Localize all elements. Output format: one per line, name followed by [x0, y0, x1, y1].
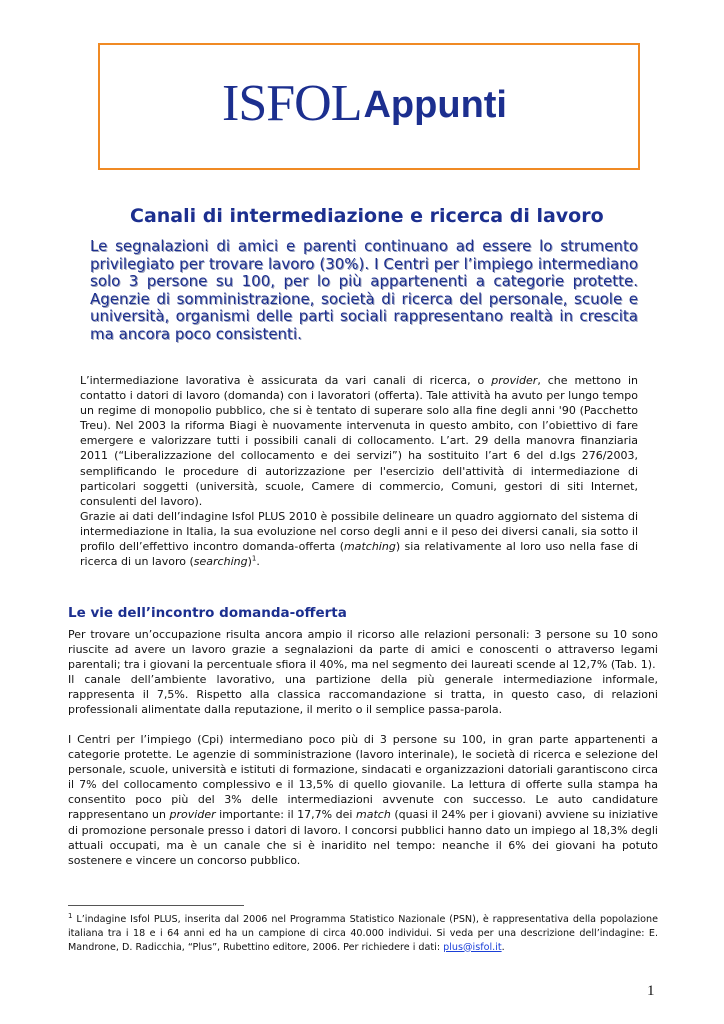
section-text-b1: I Centri per l’impiego (Cpi) intermediano poco più di 3 persone su 100, in gran parte appartenenti a categorie protette. Le agenzie di somministrazione (lavoro interinale), le società di ricerca e selezione del personale, scuole, università e istituti di formazione, sindacati e organizzazioni datoriali garantiscono circa il 7% del collocamento complessivo e il 13,5% di quello giovanile. La lettura di offerte sulla stampa ha consentito poco più del 3% delle intermediazioni avvenute con successo. Le auto candidature rappresentano un — [68, 733, 658, 822]
logo-isfol-text: ISFOL — [222, 75, 362, 132]
footnote-text: L’indagine Isfol PLUS, inserita dal 2006 nel Programma Statistico Nazionale (PSN), è rappresentativa della popolazione italiana tra i 18 e i 64 anni ed ha un campione di circa 40.000 individui. Si veda per una descrizione dell’indagine: E. Mandrone, D. Radicchia, “Plus”, Rubettino editore, 2006. Per richiedere i dati: — [68, 914, 658, 953]
section-italic-match: match — [356, 808, 391, 822]
page-title: Canali di intermediazione e ricerca di lavoro — [130, 205, 604, 227]
section-text-a2: Il canale dell’ambiente lavorativo, una partizione della più generale intermediazione informale, rappresenta il 7,5%. Rispetto alla classica raccomandazione si tratta, in questo caso, di relazioni professionali alimentate dalla reputazione, il merito o il semplice passa-parola. — [68, 673, 658, 717]
footnote-end: . — [501, 941, 505, 953]
lead-paragraph: Le segnalazioni di amici e parenti continuano ad essere lo strumento privilegiato per trovare lavoro (30%). I Centri per l’impiego intermediano solo 3 persone su 100, per lo più appartenenti a categorie protette. Agenzie di somministrazione, società di ricerca del personale, scuole e università, organismi delle parti sociali rappresentano realtà in crescita ma ancora poco consistenti. — [90, 237, 638, 343]
section-text-a1: Per trovare un’occupazione risulta ancora ampio il ricorso alle relazioni personali: 3 persone su 10 sono riuscite ad avere un lavoro grazie a segnalazioni da parte di amici e conoscenti o attraverso legami parentali; tra i giovani la percentuale sfiora il 40%, ma nel segmento dei laureati scende al 12,7% (Tab. 1). — [68, 628, 658, 672]
footnote-email-link[interactable]: plus@isfol.it — [443, 941, 502, 953]
page-number: 1 — [647, 983, 655, 999]
footnote-divider — [68, 905, 244, 906]
intro-paragraph — [80, 373, 638, 569]
isfol-appunti-logo — [222, 70, 507, 130]
intro-text-1b: , che mettono in contatto i datori di lavoro (domanda) con i lavoratori (offerta). Tale attività ha avuto per lungo tempo un regime di monopolio pubblico, che si è tentato di superare solo alla fine degli anni '90 (Pacchetto Treu). Nel 2003 la riforma Biagi è nuovamente intervenuta in questo ambito, con l’obiettivo di fare emergere e valorizzare tutti i possibili canali di collocamento. L’art. 29 della manovra finanziaria 2011 (“Liberalizzazione del collocamento e dei servizi”) ha sostituito l’art 6 del d.lgs 276/2003, semplificando le procedure di autorizzazione per l'esercizio dell'attività di intermediazione di particolari soggetti (università, scuole, Camere di commercio, Comuni, gestori di siti Internet, consulenti del lavoro). — [80, 374, 638, 508]
intro-text-2c: ) — [247, 555, 252, 569]
section-paragraph-a — [68, 627, 658, 718]
section-text-b3: (quasi il 24% per i giovani) avviene su iniziative di promozione personale presso i datori di lavoro. I concorsi pubblici hanno dato un impiego al 18,3% degli attuali occupati, ma è un canale che si è inaridito nel tempo: neanche il 6% dei giovani ha potuto sostenere e vincere un concorso pubblico. — [68, 808, 658, 867]
intro-text-2d: . — [256, 555, 260, 569]
section-heading: Le vie dell’incontro domanda-offerta — [68, 605, 347, 621]
footnote — [68, 913, 658, 954]
intro-italic-searching: searching — [193, 555, 248, 569]
intro-italic-matching: matching — [344, 540, 396, 554]
section-text-b2: importante: il 17,7% dei — [215, 808, 356, 822]
footnote-number: 1 — [68, 911, 73, 920]
logo-appunti-text: Appunti — [363, 84, 507, 126]
section-paragraph-b — [68, 732, 658, 868]
intro-text-1a: L’intermediazione lavorativa è assicurata da vari canali di ricerca, o — [80, 374, 492, 387]
footnote-reference[interactable]: 1 — [251, 554, 257, 563]
intro-text-2b: ) sia relativamente al loro uso nella fase di ricerca di un lavoro ( — [80, 540, 639, 569]
intro-text-2a: Grazie ai dati dell’indagine Isfol PLUS 2010 è possibile delineare un quadro aggiornato del sistema di intermediazione in Italia, la sua evoluzione nel corso degli anni e il peso dei diversi canali, sia sotto il profilo dell’effettivo incontro domanda-offerta ( — [80, 509, 638, 554]
intro-italic-provider: provider — [491, 374, 538, 387]
section-italic-provider: provider — [169, 808, 216, 822]
